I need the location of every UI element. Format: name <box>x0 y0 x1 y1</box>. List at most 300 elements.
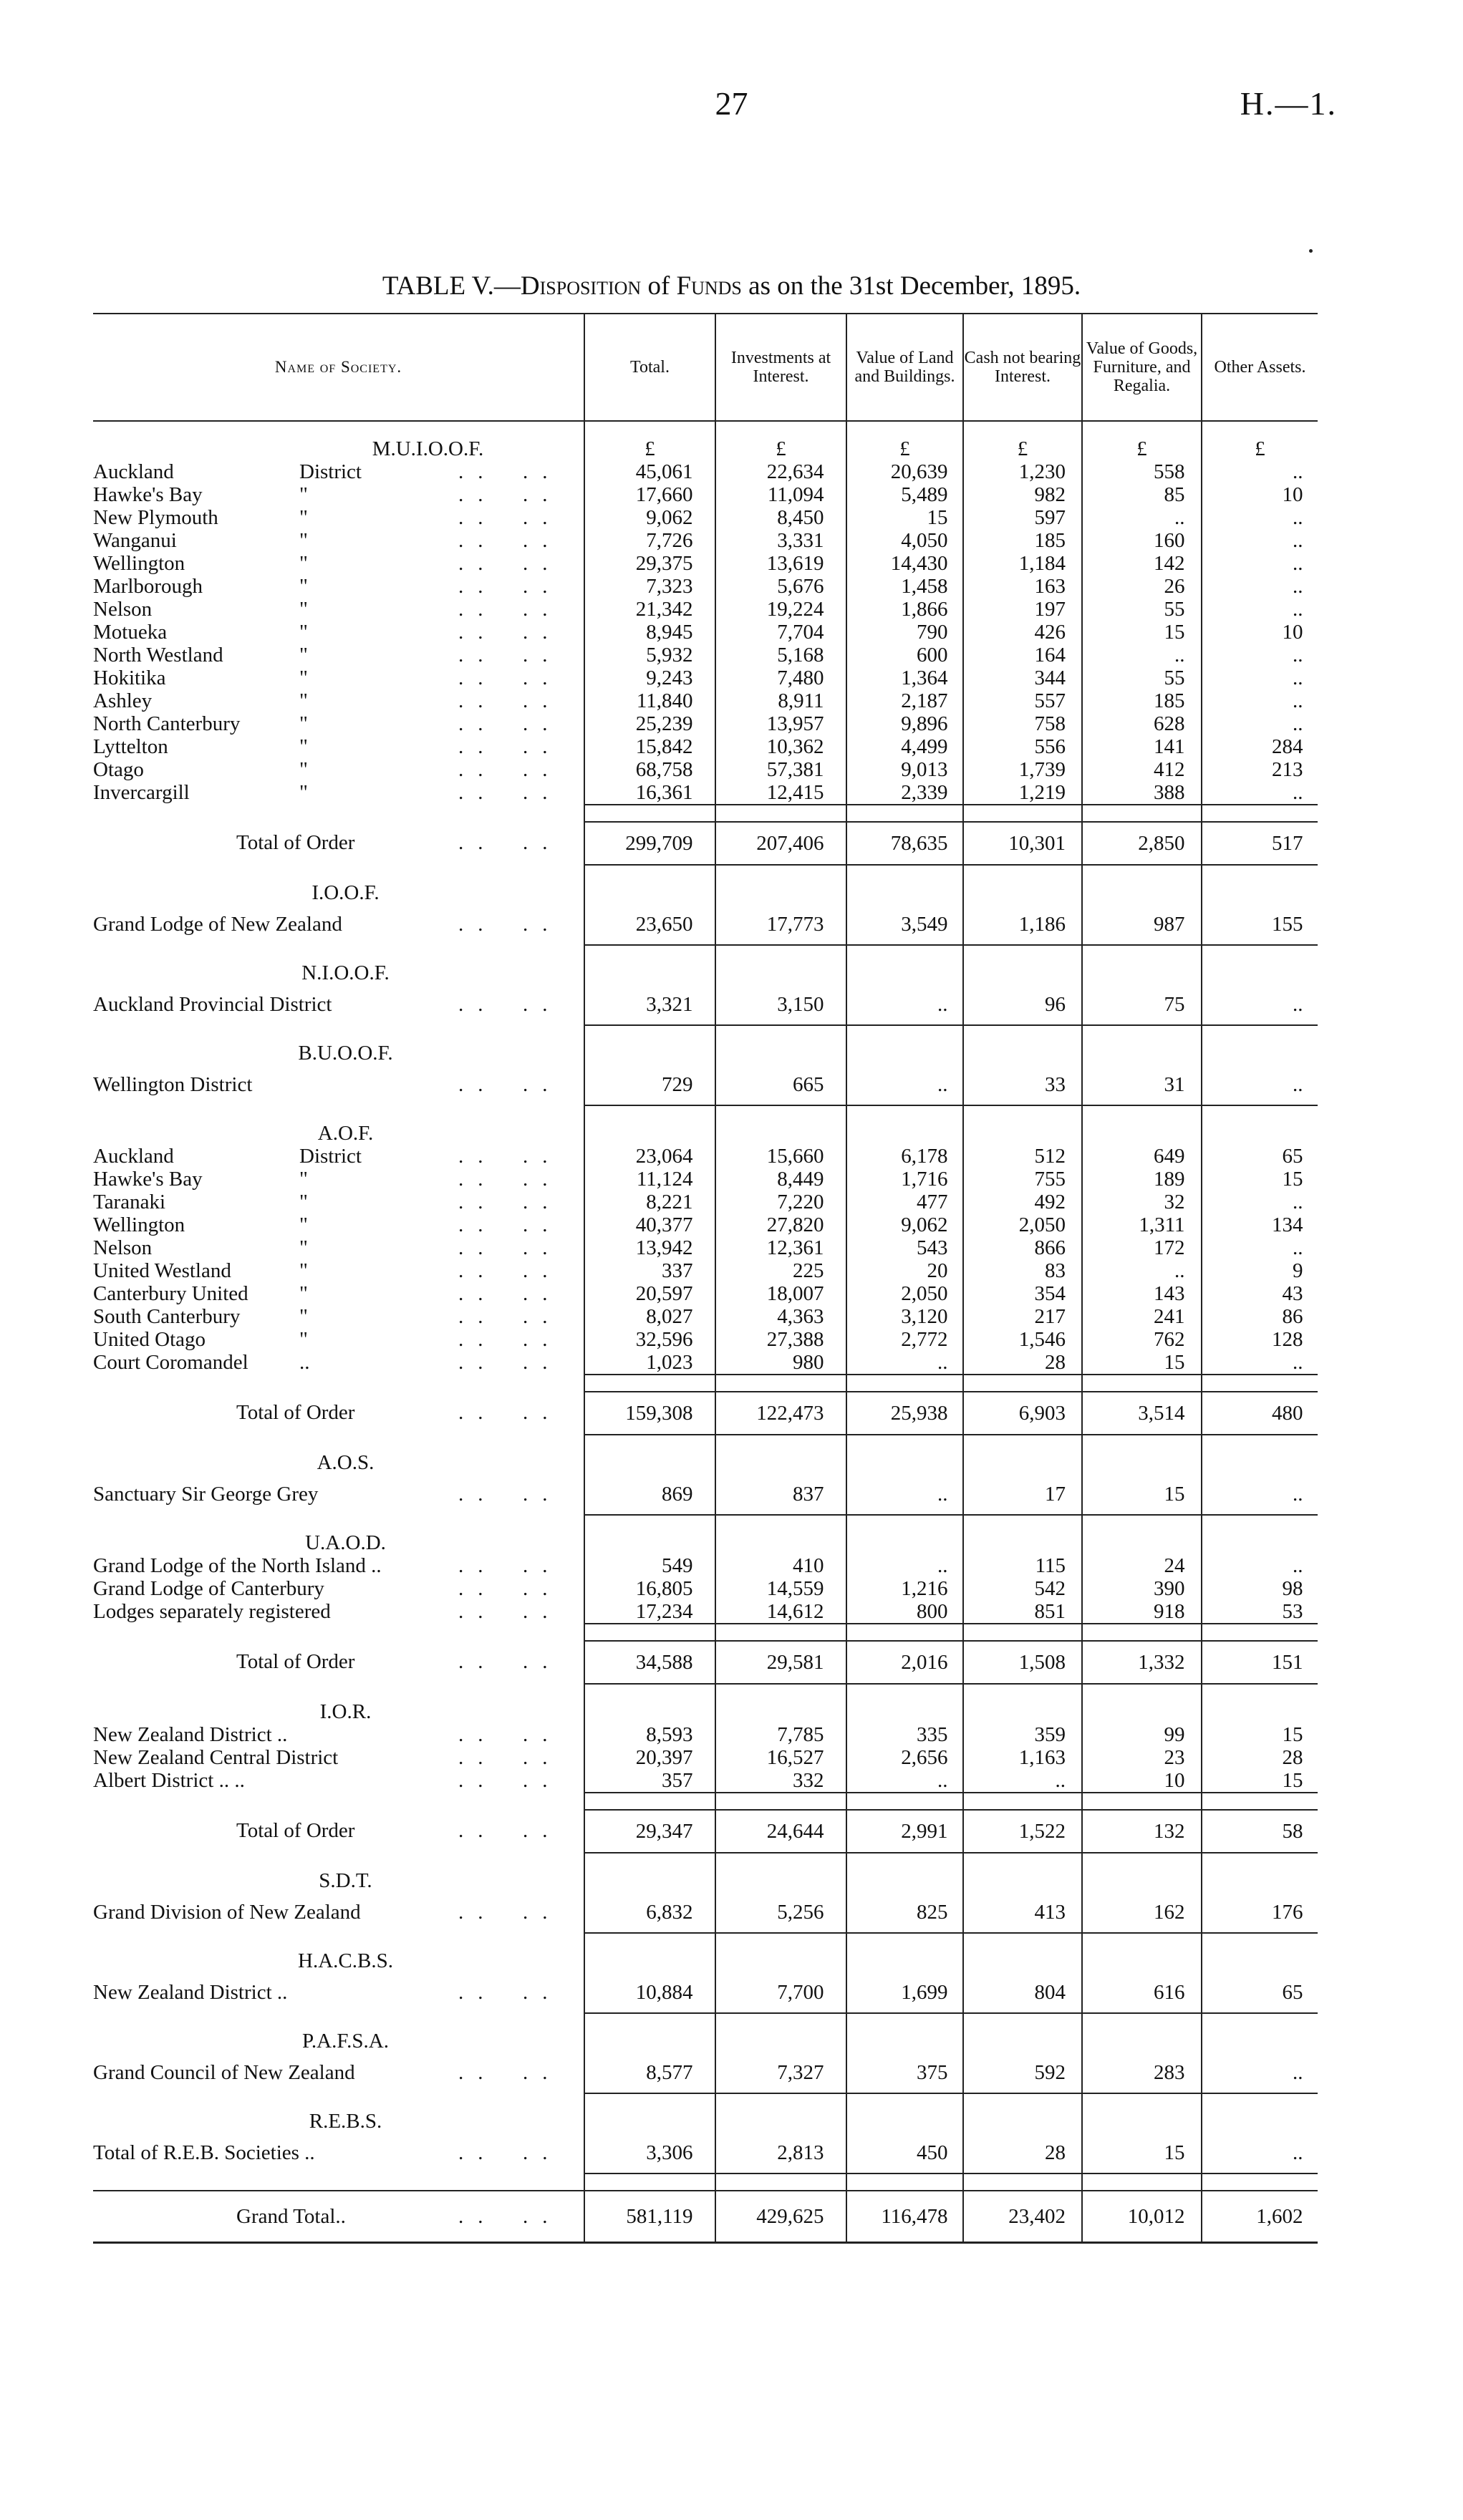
order-heading: B.U.O.O.F. <box>298 1042 393 1065</box>
dot-leader: .. <box>523 506 562 529</box>
value-land: 1,216 <box>901 1577 948 1600</box>
value-land: 9,896 <box>901 712 948 735</box>
dot-leader: .. <box>458 575 498 598</box>
dot-leader: .. <box>458 460 498 483</box>
dot-leader: .. <box>458 621 498 644</box>
ditto-mark: " <box>299 758 308 781</box>
value-inv: 15,660 <box>766 1145 824 1168</box>
cell-land <box>846 1328 963 1351</box>
cell-inv <box>715 1554 846 1577</box>
cell-land <box>846 1168 963 1191</box>
value-other: .. <box>1293 1351 1303 1374</box>
cell-other <box>1202 1236 1318 1259</box>
society-name: Hawke's Bay <box>93 483 203 506</box>
cell-other <box>1202 2191 1318 2243</box>
value-inv: 7,700 <box>777 1981 824 2004</box>
dot-leader: .. <box>458 1401 498 1424</box>
value-total: 23,064 <box>635 1145 693 1168</box>
society-name: Total of Order <box>236 1819 355 1842</box>
society-name-cell <box>93 781 584 805</box>
table-row <box>93 1168 1318 1191</box>
society-name: New Zealand District .. <box>93 1723 288 1746</box>
cell-other <box>1202 1810 1318 1853</box>
dot-leader: .. <box>523 1259 562 1282</box>
cell-land <box>846 460 963 483</box>
cell-inv <box>715 1577 846 1600</box>
table-row <box>93 1392 1318 1435</box>
value-cash: 33 <box>1045 1073 1066 1096</box>
dot-leader: .. <box>523 529 562 552</box>
society-name-cell <box>93 1769 584 1793</box>
value-other: .. <box>1293 506 1303 529</box>
society-name: Auckland <box>93 460 174 483</box>
society-name-cell <box>93 904 584 945</box>
cell-total <box>584 781 715 805</box>
cell-other <box>1202 1600 1318 1624</box>
value-land: .. <box>937 1073 948 1096</box>
cell-other <box>1202 460 1318 483</box>
value-total: 159,308 <box>625 1402 693 1425</box>
cell-cash <box>963 483 1082 506</box>
cell-other <box>1202 1723 1318 1746</box>
ditto-mark: " <box>299 667 308 689</box>
cell-other <box>1202 529 1318 552</box>
value-land: .. <box>937 1483 948 1506</box>
table-row <box>93 644 1318 667</box>
table-row <box>93 667 1318 689</box>
value-inv: 7,704 <box>777 621 824 644</box>
value-total: 21,342 <box>635 598 693 621</box>
value-total: 8,577 <box>646 2061 693 2084</box>
value-goods: 23 <box>1164 1746 1185 1769</box>
table-row <box>93 822 1318 865</box>
dot-leader: .. <box>523 644 562 667</box>
value-inv: 27,388 <box>766 1328 824 1351</box>
dot-leader: .. <box>458 1554 498 1577</box>
cell-goods <box>1082 1168 1202 1191</box>
value-land: 15 <box>927 506 948 529</box>
table-row <box>93 1328 1318 1351</box>
value-total: 549 <box>662 1554 693 1577</box>
society-name: Albert District .. .. <box>93 1769 245 1792</box>
cell-land <box>846 598 963 621</box>
order-heading-row <box>93 961 1318 984</box>
table-row <box>93 1305 1318 1328</box>
cell-inv <box>715 529 846 552</box>
dot-leader: .. <box>523 1401 562 1424</box>
value-other: .. <box>1293 575 1303 598</box>
value-land: 543 <box>917 1236 948 1259</box>
dot-leader: .. <box>523 1600 562 1623</box>
value-other: 213 <box>1272 758 1303 781</box>
society-name-cell <box>93 1191 584 1213</box>
ditto-mark: " <box>299 483 308 506</box>
table-row <box>93 1723 1318 1746</box>
cell-goods <box>1082 904 1202 945</box>
cell-other <box>1202 1972 1318 2013</box>
value-total: 581,119 <box>626 2205 693 2228</box>
value-goods: 141 <box>1154 735 1185 758</box>
society-name: Hokitika <box>93 667 166 689</box>
value-other: .. <box>1293 712 1303 735</box>
value-land: 1,458 <box>901 575 948 598</box>
cell-total <box>584 1305 715 1328</box>
value-cash: 758 <box>1034 712 1066 735</box>
value-other: 15 <box>1282 1769 1303 1792</box>
value-goods: .. <box>1174 1259 1185 1282</box>
society-name: Invercargill <box>93 781 190 804</box>
society-name-cell <box>93 1746 584 1769</box>
cell-inv <box>715 822 846 865</box>
ditto-mark: " <box>299 529 308 552</box>
cell-goods <box>1082 1191 1202 1213</box>
cell-goods <box>1082 822 1202 865</box>
society-name-cell <box>93 575 584 598</box>
cell-inv <box>715 1305 846 1328</box>
dot-leader: .. <box>523 621 562 644</box>
value-inv: 5,676 <box>777 575 824 598</box>
value-other: 15 <box>1282 1168 1303 1191</box>
dot-leader: .. <box>458 913 498 936</box>
value-land: .. <box>937 993 948 1016</box>
dot-leader: .. <box>458 667 498 689</box>
value-other: .. <box>1293 529 1303 552</box>
value-cash: 1,230 <box>1018 460 1066 483</box>
cell-land <box>846 984 963 1025</box>
dot-leader: .. <box>523 1901 562 1924</box>
value-total: 10,884 <box>635 1981 693 2004</box>
table-row <box>93 1972 1318 2013</box>
dot-leader: .. <box>458 483 498 506</box>
ditto-mark: " <box>299 644 308 667</box>
cell-goods <box>1082 2191 1202 2243</box>
cell-other <box>1202 1191 1318 1213</box>
dot-leader: .. <box>523 1483 562 1506</box>
pound-sign: £ <box>715 437 846 460</box>
value-cash: 556 <box>1034 735 1066 758</box>
cell-cash <box>963 460 1082 483</box>
value-other: 134 <box>1272 1213 1303 1236</box>
dot-leader: .. <box>458 1328 498 1351</box>
value-goods: 26 <box>1164 575 1185 598</box>
value-inv: 8,449 <box>777 1168 824 1191</box>
cell-inv <box>715 1892 846 1933</box>
table-row <box>93 984 1318 1025</box>
pound-sign: £ <box>963 437 1082 460</box>
dot-leader: .. <box>523 460 562 483</box>
cell-total <box>584 460 715 483</box>
value-other: 284 <box>1272 735 1303 758</box>
value-cash: 344 <box>1034 667 1066 689</box>
value-cash: 10,301 <box>1008 832 1066 855</box>
cell-other <box>1202 758 1318 781</box>
value-cash: 597 <box>1034 506 1066 529</box>
society-name-cell <box>93 1810 584 1853</box>
ditto-mark: " <box>299 689 308 712</box>
cell-cash <box>963 1972 1082 2013</box>
value-inv: 29,581 <box>766 1651 824 1674</box>
dot-leader: .. <box>523 1236 562 1259</box>
cell-cash <box>963 644 1082 667</box>
value-goods: .. <box>1174 644 1185 667</box>
value-inv: 332 <box>793 1769 824 1792</box>
cell-cash <box>963 689 1082 712</box>
value-land: 9,013 <box>901 758 948 781</box>
value-cash: 17 <box>1045 1483 1066 1506</box>
cell-other <box>1202 1769 1318 1793</box>
society-name-cell <box>93 1577 584 1600</box>
society-name-cell <box>93 1972 584 2013</box>
value-goods: 55 <box>1164 598 1185 621</box>
cell-total <box>584 1282 715 1305</box>
value-total: 8,221 <box>646 1191 693 1213</box>
cell-goods <box>1082 1577 1202 1600</box>
cell-total <box>584 1259 715 1282</box>
value-other: 155 <box>1272 913 1303 936</box>
dot-leader: .. <box>523 1746 562 1769</box>
dot-leader: .. <box>458 1819 498 1842</box>
value-cash: 6,903 <box>1018 1402 1066 1425</box>
value-total: 16,805 <box>635 1577 693 1600</box>
ditto-mark: " <box>299 552 308 575</box>
value-other: 517 <box>1272 832 1303 855</box>
cell-other <box>1202 1145 1318 1168</box>
cell-cash <box>963 781 1082 805</box>
cell-other <box>1202 781 1318 805</box>
cell-goods <box>1082 1145 1202 1168</box>
cell-inv <box>715 1065 846 1105</box>
cell-total <box>584 598 715 621</box>
dot-leader: .. <box>523 1554 562 1577</box>
cell-inv <box>715 984 846 1025</box>
value-goods: 99 <box>1164 1723 1185 1746</box>
order-heading-row <box>93 1531 1318 1554</box>
value-land: 4,050 <box>901 529 948 552</box>
cell-total <box>584 529 715 552</box>
value-other: .. <box>1293 667 1303 689</box>
value-total: 68,758 <box>635 758 693 781</box>
value-total: 25,239 <box>635 712 693 735</box>
table-row <box>93 1213 1318 1236</box>
dot-leader: .. <box>523 1282 562 1305</box>
dot-leader: .. <box>523 2141 562 2164</box>
value-inv: 14,612 <box>766 1600 824 1623</box>
value-goods: 390 <box>1154 1577 1185 1600</box>
cell-goods <box>1082 667 1202 689</box>
dot-leader: .. <box>523 758 562 781</box>
value-total: 869 <box>662 1483 693 1506</box>
currency-unit-row <box>93 437 1318 460</box>
value-inv: 4,363 <box>777 1305 824 1328</box>
cell-goods <box>1082 1065 1202 1105</box>
cell-total <box>584 1065 715 1105</box>
society-name-cell <box>93 2053 584 2093</box>
title-prefix: TABLE V.— <box>382 271 521 301</box>
cell-goods <box>1082 621 1202 644</box>
cell-other <box>1202 1213 1318 1236</box>
society-name: Wanganui <box>93 529 177 552</box>
value-other: .. <box>1293 781 1303 804</box>
dot-leader: .. <box>458 506 498 529</box>
value-land: 375 <box>917 2061 948 2084</box>
dot-leader: .. <box>523 598 562 621</box>
value-total: 9,062 <box>646 506 693 529</box>
value-inv: 8,450 <box>777 506 824 529</box>
col-header-name: Name of Society. <box>93 314 584 421</box>
cell-other <box>1202 1259 1318 1282</box>
value-other: 15 <box>1282 1723 1303 1746</box>
value-cash: 1,184 <box>1018 552 1066 575</box>
dot-leader: .. <box>523 735 562 758</box>
table-title <box>0 271 1463 301</box>
cell-goods <box>1082 1972 1202 2013</box>
value-other: 1,602 <box>1256 2205 1303 2228</box>
value-cash: 492 <box>1034 1191 1066 1213</box>
table-row <box>93 1145 1318 1168</box>
value-cash: 164 <box>1034 644 1066 667</box>
cell-inv <box>715 1746 846 1769</box>
value-cash: 185 <box>1034 529 1066 552</box>
cell-cash <box>963 1474 1082 1515</box>
society-name: Grand Council of New Zealand <box>93 2061 355 2084</box>
value-cash: 115 <box>1035 1554 1066 1577</box>
table-row <box>93 904 1318 945</box>
table-row <box>93 712 1318 735</box>
society-name-cell <box>93 1065 584 1105</box>
value-total: 32,596 <box>635 1328 693 1351</box>
cell-other <box>1202 483 1318 506</box>
cell-inv <box>715 904 846 945</box>
cell-total <box>584 2053 715 2093</box>
value-total: 357 <box>662 1769 693 1792</box>
cell-goods <box>1082 575 1202 598</box>
cell-goods <box>1082 483 1202 506</box>
cell-other <box>1202 2133 1318 2174</box>
value-cash: 982 <box>1034 483 1066 506</box>
order-heading-row <box>93 881 1318 904</box>
cell-other <box>1202 904 1318 945</box>
value-land: 2,656 <box>901 1746 948 1769</box>
value-goods: 85 <box>1164 483 1185 506</box>
cell-land <box>846 1641 963 1684</box>
order-heading: H.A.C.B.S. <box>298 1949 393 1972</box>
cell-other <box>1202 1282 1318 1305</box>
cell-cash <box>963 1351 1082 1375</box>
cell-total <box>584 904 715 945</box>
cell-cash <box>963 1145 1082 1168</box>
value-land: .. <box>937 1769 948 1792</box>
dot-leader: .. <box>458 529 498 552</box>
cell-inv <box>715 644 846 667</box>
cell-inv <box>715 621 846 644</box>
value-total: 15,842 <box>635 735 693 758</box>
value-other: .. <box>1293 1483 1303 1506</box>
cell-cash <box>963 2053 1082 2093</box>
society-name-cell <box>93 1723 584 1746</box>
cell-inv <box>715 735 846 758</box>
cell-total <box>584 984 715 1025</box>
society-name: Ashley <box>93 689 153 712</box>
table-row <box>93 1769 1318 1793</box>
dot-leader: .. <box>523 2061 562 2084</box>
value-total: 7,726 <box>646 529 693 552</box>
table-row <box>93 506 1318 529</box>
cell-cash <box>963 984 1082 1025</box>
cell-land <box>846 1392 963 1435</box>
order-heading-row <box>93 1451 1318 1474</box>
value-other: .. <box>1293 2141 1303 2164</box>
value-goods: 15 <box>1164 1483 1185 1506</box>
table-row <box>93 1892 1318 1933</box>
society-name-cell <box>93 1474 584 1515</box>
value-other: 86 <box>1282 1305 1303 1328</box>
cell-other <box>1202 575 1318 598</box>
cell-land <box>846 552 963 575</box>
value-cash: 804 <box>1034 1981 1066 2004</box>
society-name: Grand Lodge of Canterbury <box>93 1577 324 1600</box>
cell-cash <box>963 1641 1082 1684</box>
dot-leader: .. <box>523 1073 562 1096</box>
cell-land <box>846 506 963 529</box>
cell-cash <box>963 506 1082 529</box>
cell-other <box>1202 598 1318 621</box>
cell-cash <box>963 1554 1082 1577</box>
cell-cash <box>963 735 1082 758</box>
value-cash: 512 <box>1034 1145 1066 1168</box>
value-goods: 388 <box>1154 781 1185 804</box>
cell-land <box>846 2133 963 2174</box>
value-inv: 13,957 <box>766 712 824 735</box>
society-name-cell <box>93 712 584 735</box>
value-goods: .. <box>1174 506 1185 529</box>
cell-cash <box>963 621 1082 644</box>
cell-total <box>584 1577 715 1600</box>
value-inv: 12,415 <box>766 781 824 804</box>
value-land: 6,178 <box>901 1145 948 1168</box>
cell-goods <box>1082 1810 1202 1853</box>
table-row <box>93 1746 1318 1769</box>
value-goods: 15 <box>1164 621 1185 644</box>
value-other: .. <box>1293 689 1303 712</box>
society-name: New Plymouth <box>93 506 218 529</box>
value-inv: 207,406 <box>756 832 824 855</box>
value-land: 5,489 <box>901 483 948 506</box>
cell-total <box>584 2133 715 2174</box>
funds-table <box>93 313 1318 2244</box>
cell-goods <box>1082 1259 1202 1282</box>
value-total: 40,377 <box>635 1213 693 1236</box>
cell-total <box>584 1723 715 1746</box>
cell-other <box>1202 712 1318 735</box>
cell-cash <box>963 1236 1082 1259</box>
dot-leader: .. <box>523 1213 562 1236</box>
cell-inv <box>715 2133 846 2174</box>
table-row <box>93 1641 1318 1684</box>
value-goods: 10,012 <box>1127 2205 1185 2228</box>
table-row <box>93 552 1318 575</box>
value-total: 7,323 <box>646 575 693 598</box>
cell-cash <box>963 2133 1082 2174</box>
dot-leader: .. <box>523 1351 562 1374</box>
ditto-mark: " <box>299 1282 308 1305</box>
cell-land <box>846 1892 963 1933</box>
society-name: Grand Lodge of the North Island .. <box>93 1554 382 1577</box>
cell-total <box>584 689 715 712</box>
value-cash: 28 <box>1045 2141 1066 2164</box>
value-total: 45,061 <box>635 460 693 483</box>
society-name-cell <box>93 984 584 1025</box>
cell-inv <box>715 1213 846 1236</box>
